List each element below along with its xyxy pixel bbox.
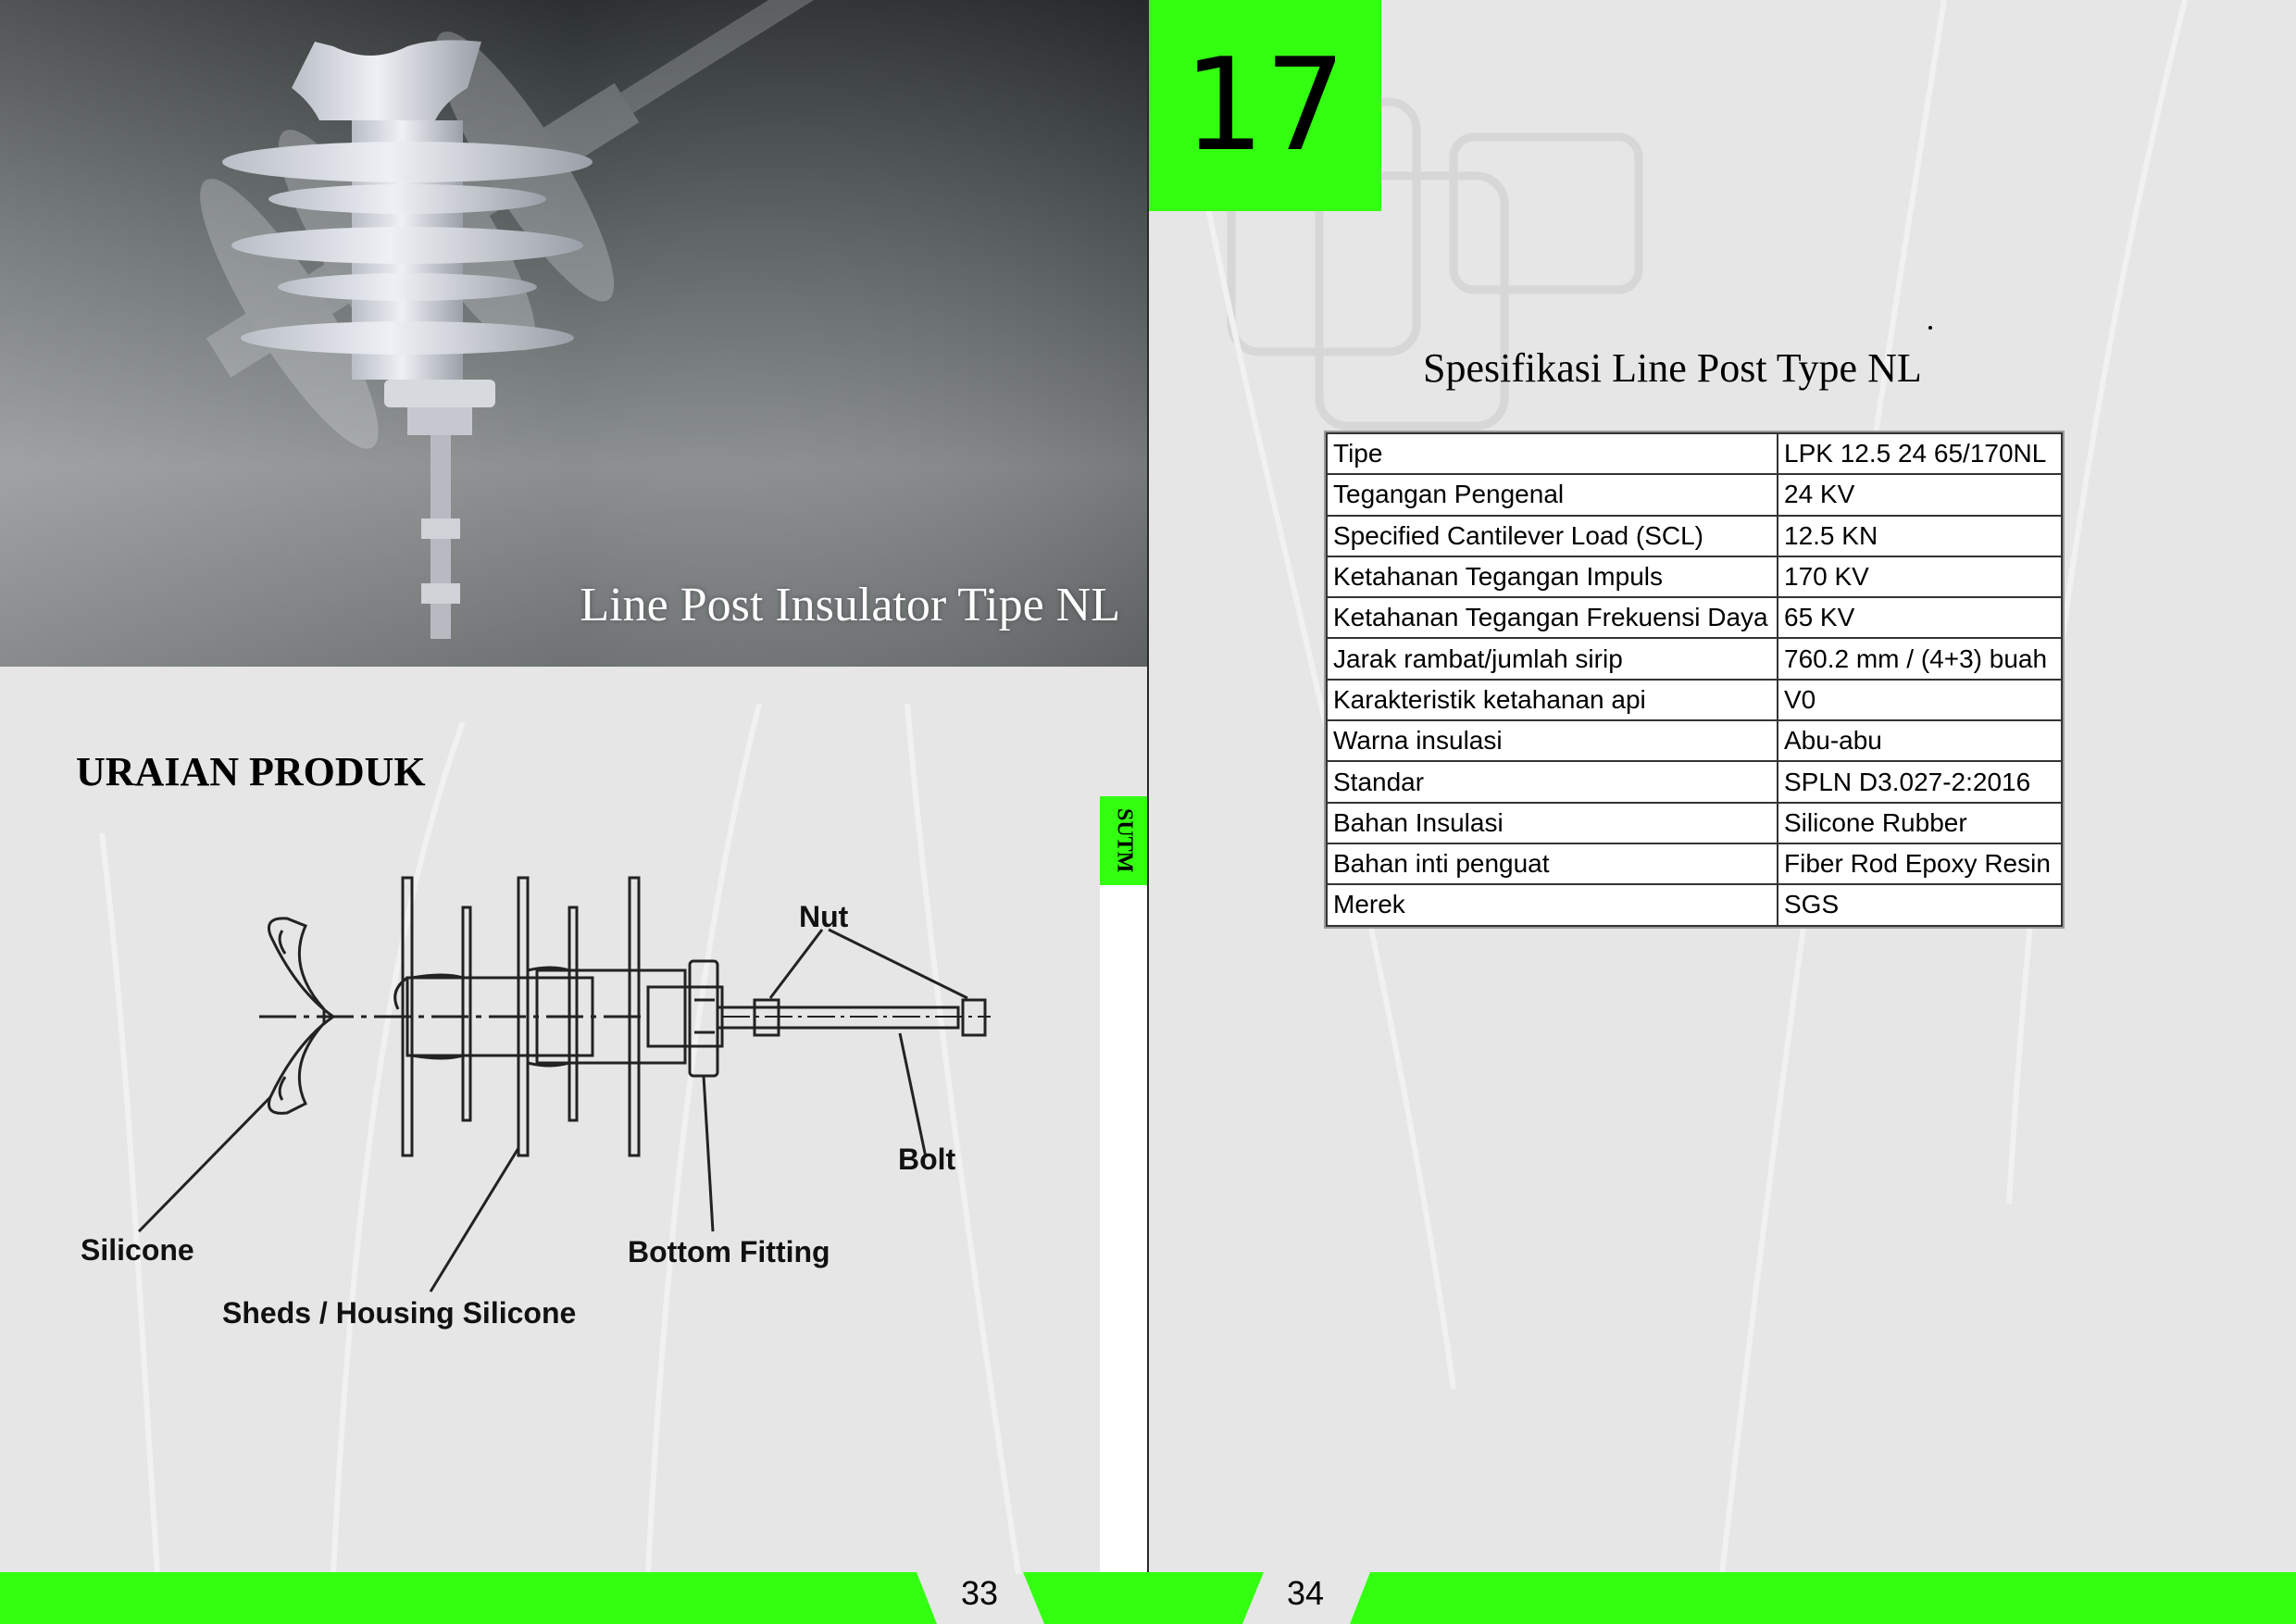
label-silicone: Silicone (81, 1233, 194, 1267)
spec-row (1327, 884, 2062, 925)
spec-title: Spesifikasi Line Post Type NL (1423, 345, 1922, 391)
spec-row (1327, 597, 2062, 638)
spec-value: SPLN D3.027-2:2016 (1778, 761, 2062, 802)
spec-key: Tipe (1327, 433, 1778, 474)
label-bottom-fitting: Bottom Fitting (628, 1235, 830, 1268)
spec-value: Silicone Rubber (1778, 803, 2062, 843)
page-number-right: 34 (1287, 1574, 1325, 1612)
label-nut: Nut (799, 900, 849, 933)
insulator-diagram-icon (56, 861, 1037, 1361)
side-tab (1100, 796, 1148, 885)
footer-band (0, 1572, 2296, 1624)
spec-key: Merek (1327, 884, 1778, 925)
spec-row (1327, 720, 2062, 761)
spec-key: Standar (1327, 761, 1778, 802)
spec-value: LPK 12.5 24 65/170NL (1778, 433, 2062, 474)
insulator-photo-icon (0, 0, 1148, 667)
spec-value: 760.2 mm / (4+3) buah (1778, 638, 2062, 679)
spec-value: 65 KV (1778, 597, 2062, 638)
chapter-number-box (1148, 0, 1381, 211)
spec-row (1327, 474, 2062, 515)
spec-table (1326, 432, 2063, 927)
spec-row (1327, 761, 2062, 802)
spec-key: Tegangan Pengenal (1327, 474, 1778, 515)
spec-value: 12.5 KN (1778, 516, 2062, 556)
spec-key: Warna insulasi (1327, 720, 1778, 761)
spec-key: Karakteristik ketahanan api (1327, 680, 1778, 720)
spec-row (1327, 680, 2062, 720)
spec-value: Fiber Rod Epoxy Resin (1778, 843, 2062, 884)
spec-row (1327, 803, 2062, 843)
label-sheds: Sheds / Housing Silicone (222, 1296, 577, 1330)
spec-value: SGS (1778, 884, 2062, 925)
spec-key: Ketahanan Tegangan Impuls (1327, 556, 1778, 597)
spec-row (1327, 638, 2062, 679)
spec-value: 24 KV (1778, 474, 2062, 515)
hero-caption: Line Post Insulator Tipe NL (580, 579, 1120, 631)
spec-key: Specified Cantilever Load (SCL) (1327, 516, 1778, 556)
side-strip (1100, 796, 1148, 1574)
page-number-left: 33 (961, 1574, 999, 1612)
spec-key: Jarak rambat/jumlah sirip (1327, 638, 1778, 679)
chapter-number: 17 (1183, 31, 1346, 180)
insulator-diagram (56, 861, 1037, 1361)
spec-value: 170 KV (1778, 556, 2062, 597)
spec-value: Abu-abu (1778, 720, 2062, 761)
spec-row (1327, 843, 2062, 884)
spec-row (1327, 516, 2062, 556)
decorative-dot (1928, 326, 1932, 330)
right-page (1148, 0, 2296, 1624)
hero-photo (0, 0, 1148, 667)
spec-row (1327, 556, 2062, 597)
spec-row (1327, 433, 2062, 474)
spec-key: Ketahanan Tegangan Frekuensi Daya (1327, 597, 1778, 638)
page-divider (1147, 0, 1149, 1574)
section-heading: URAIAN PRODUK (76, 749, 426, 794)
spec-key: Bahan inti penguat (1327, 843, 1778, 884)
label-bolt: Bolt (898, 1143, 956, 1176)
spec-key: Bahan Insulasi (1327, 803, 1778, 843)
side-tab-label: SUTM (1112, 808, 1137, 873)
spec-value: V0 (1778, 680, 2062, 720)
